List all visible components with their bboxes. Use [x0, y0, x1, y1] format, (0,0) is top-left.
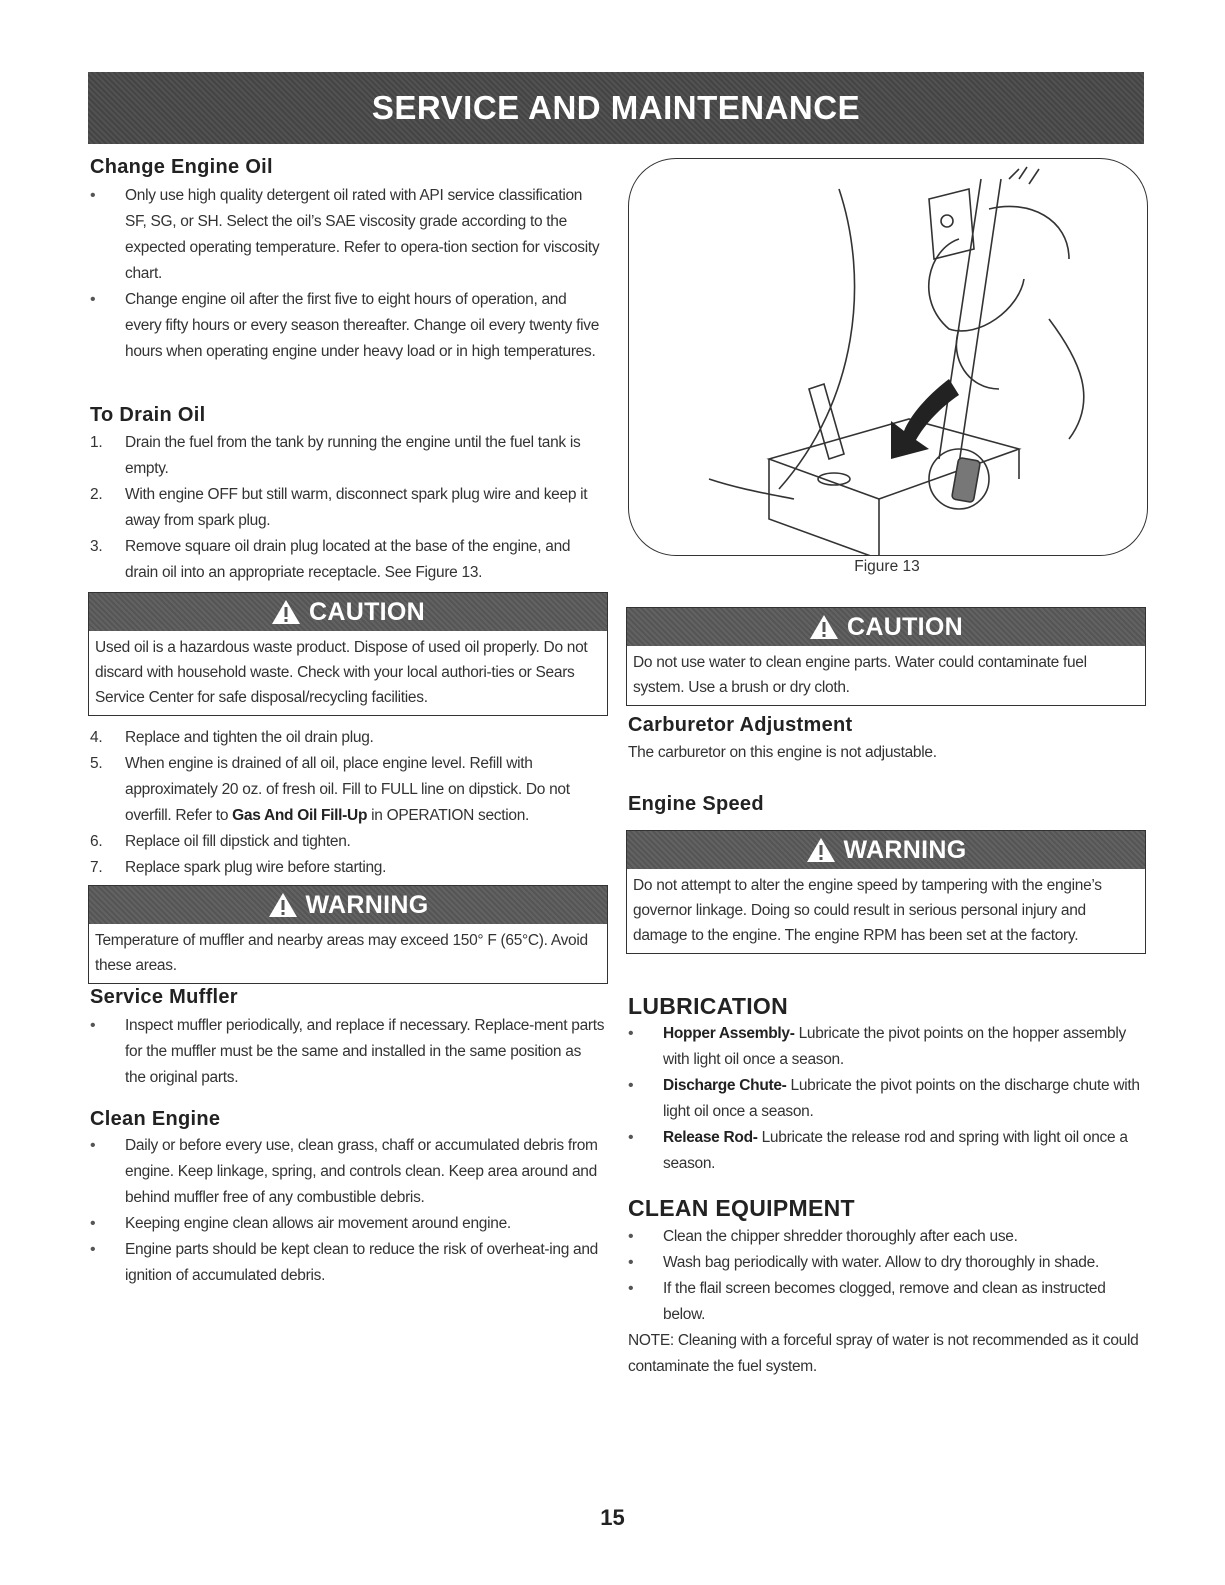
list-item [90, 430, 605, 482]
step-number: 5. [90, 755, 103, 772]
step-number: 2. [90, 486, 103, 503]
alert-triangle-icon [271, 598, 301, 626]
figure-13-illustration [628, 158, 1148, 556]
lubrication-list [628, 1021, 1143, 1177]
step-text: When engine is drained of all oil, place engine level. Refill with approximately 20 oz. of fresh oil. Fill to FULL line on dipstick. Do not overfill. Refer to [125, 755, 570, 824]
list-item [90, 725, 605, 751]
step-text: Remove square oil drain plug located at the base of the engine, and drain oil into an appropriate receptacle. See Figure 13. [125, 538, 571, 581]
list-item [628, 1125, 1143, 1177]
step-text: Replace spark plug wire before starting. [125, 859, 387, 876]
list-item [90, 534, 605, 586]
figure-caption: Figure 13 [854, 558, 920, 575]
alert-triangle-icon [268, 891, 298, 919]
caution-text: Used oil is a hazardous waste product. Dispose of used oil properly. Do not discard with household waste. Check with your local authori-ties or Sears Service Center for safe disposal/recycling facilities. [95, 639, 588, 706]
step-text: With engine OFF but still warm, disconnect spark plug wire and keep it away from spark plug. [125, 486, 588, 529]
muffler-list [90, 1013, 605, 1091]
list-item: • Wash bag periodically with water. Allow to dry thoroughly in shade. [628, 1250, 1143, 1276]
caution-banner [627, 608, 1145, 646]
list-item: • Only use high quality detergent oil rated with API service classification SF, SG, or SH. Select the oil’s SAE viscosity grade according to the expected operating temperature. Refer to opera-tion section for viscosity chart. [90, 183, 605, 287]
change-oil-heading: Change Engine Oil [90, 156, 273, 178]
item-text: Lubricate the release rod and spring with light oil once a season. [663, 1129, 1128, 1172]
item-text: Lubricate the pivot points on the hopper assembly with light oil once a season. [663, 1025, 1126, 1068]
warning-box-muffler [88, 885, 608, 984]
warning-banner [89, 886, 607, 924]
list-item [90, 751, 605, 829]
lubrication-heading: LUBRICATION [628, 993, 789, 1019]
list-item: • Clean the chipper shredder thoroughly after each use. [628, 1224, 1143, 1250]
list-item: • If the flail screen becomes clogged, remove and clean as instructed below. [628, 1276, 1143, 1328]
service-muffler-heading: Service Muffler [90, 986, 238, 1008]
warning-label: WARNING [305, 890, 429, 919]
clean-equipment-heading: CLEAN EQUIPMENT [628, 1195, 855, 1221]
caution-banner [89, 593, 607, 631]
page-number: 15 [600, 1505, 625, 1530]
list-item: • Daily or before every use, clean grass, chaff or accumulated debris from engine. Keep linkage, spring, and controls clean. Keep area around and behind muffler free of any combustible debris. [90, 1133, 605, 1211]
item-text: Lubricate the pivot points on the discharge chute with light oil once a season. [663, 1077, 1140, 1120]
warning-banner [627, 831, 1145, 869]
list-item: • Change engine oil after the first five to eight hours of operation, and every fifty hours or every season thereafter. Change oil every twenty five hours when operating engine under heavy load or in high temperatures. [90, 287, 605, 365]
clean-engine-list [90, 1133, 605, 1289]
step-text: Replace oil fill dipstick and tighten. [125, 833, 351, 850]
step-number: 7. [90, 859, 103, 876]
warning-label: WARNING [843, 835, 967, 864]
list-item [90, 855, 605, 881]
list-item: • Keeping engine clean allows air movement around engine. [90, 1211, 605, 1237]
list-item [628, 1073, 1143, 1125]
step-number: 3. [90, 538, 103, 555]
caution-label: CAUTION [847, 612, 963, 641]
caution-label: CAUTION [309, 597, 425, 626]
step-number: 6. [90, 833, 103, 850]
step-number: 4. [90, 729, 103, 746]
step-text: Replace and tighten the oil drain plug. [125, 729, 374, 746]
reference-link-text: Gas And Oil Fill-Up [232, 807, 368, 824]
list-item: • Engine parts should be kept clean to reduce the risk of overheat-ing and ignition of accumulated debris. [90, 1237, 605, 1289]
change-oil-list [90, 183, 605, 365]
alert-triangle-icon [809, 613, 839, 641]
list-item: • Inspect muffler periodically, and replace if necessary. Replace-ment parts for the muffler must be the same and installed in the same position as the original parts. [90, 1013, 605, 1091]
alert-triangle-icon [806, 836, 836, 864]
list-item [90, 482, 605, 534]
item-label: Discharge Chute- [663, 1077, 787, 1094]
drain-oil-steps-continued [90, 725, 605, 881]
clean-equipment-list [628, 1224, 1143, 1380]
step-text: Drain the fuel from the tank by running the engine until the fuel tank is empty. [125, 434, 581, 477]
clean-engine-heading: Clean Engine [90, 1108, 221, 1130]
clean-equipment-note: NOTE: Cleaning with a forceful spray of water is not recommended as it could contaminate the fuel system. [628, 1332, 1139, 1375]
drain-oil-heading: To Drain Oil [90, 404, 206, 426]
warning-text: Do not attempt to alter the engine speed by tampering with the engine’s governor linkage. Doing so could result in serious personal injury and damage to the engine. The engine RPM has been set at the factory. [633, 877, 1102, 944]
item-label: Hopper Assembly- [663, 1025, 795, 1042]
oil-drain-plug-illustration [629, 159, 1147, 555]
page-header [88, 72, 1144, 144]
list-item [628, 1021, 1143, 1073]
page-title: SERVICE AND MAINTENANCE [371, 89, 861, 126]
caution-text: Do not use water to clean engine parts. Water could contaminate fuel system. Use a brush or dry cloth. [633, 654, 1087, 696]
carburetor-heading: Carburetor Adjustment [628, 714, 853, 736]
step-text: in OPERATION section. [367, 807, 530, 824]
drain-oil-steps [90, 430, 605, 586]
list-item [90, 829, 605, 855]
caution-box-water [626, 607, 1146, 706]
item-label: Release Rod- [663, 1129, 758, 1146]
step-number: 1. [90, 434, 103, 451]
warning-box-engine-speed [626, 830, 1146, 954]
engine-speed-heading: Engine Speed [628, 793, 764, 815]
caution-box-used-oil [88, 592, 608, 716]
carburetor-text: The carburetor on this engine is not adjustable. [628, 744, 937, 761]
warning-text: Temperature of muffler and nearby areas may exceed 150° F (65°C). Avoid these areas. [95, 932, 588, 974]
